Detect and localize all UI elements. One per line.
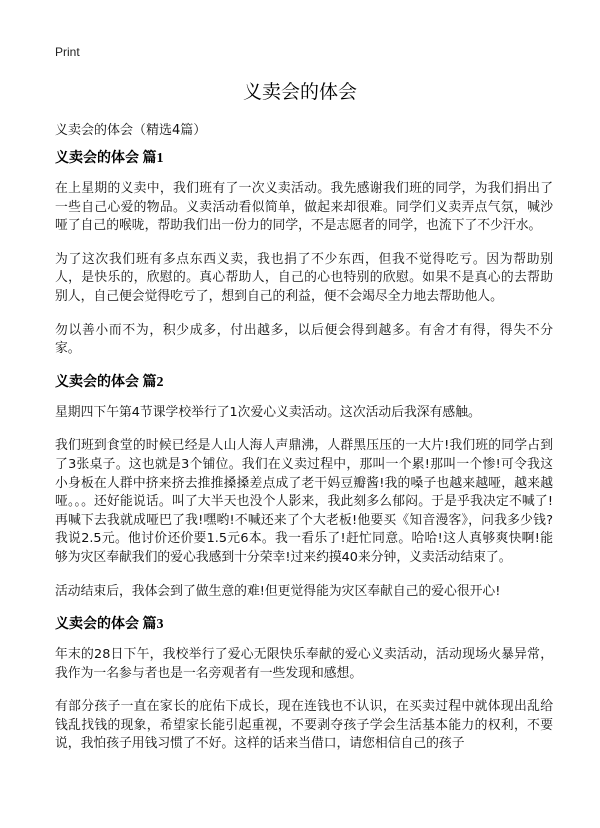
paragraph: 在上星期的义卖中，我们班有了一次义卖活动。我先感谢我们班的同学，为我们捐出了一些自己心爱的物品。义卖活动看似简单，做起来却很难。同学们义卖弄点气氛，喊沙哑了自己的喉咙，帮助我们出一份力的同学，不是志愿者的同学，也流下了不少汗水。: [55, 181, 553, 234]
paragraph: 星期四下午第4节课学校举行了1次爱心义卖活动。这次活动后我深有感触。: [55, 404, 481, 420]
paragraph: 我们班到食堂的时候已经是人山人海人声鼎沸，人群黑压压的一大片!我们班的同学占到了3张桌子。这也就是3个铺位。我们在义卖过程中，那叫一个累!那叫一个惨!可令我这小身板在人群中挤来挤去推推搡搡差点成了老干妈豆瓣酱!我的嗓子也越来越哑，越来越哑。。。还好能说话。叫了大半天也没个人影来，我此刻多么郁闷。于是乎我决定不喊了!再喊下去我就成哑巴了我!嘿哟!不喊还来了个大老板!他要买《知音漫客》，问我多少钱?我说2.5元。他讨价还价要1.5元6本。我一看乐了!赶忙同意。哈哈!这人真够爽快啊!能够为灾区奉献我们的爱心我感到十分荣幸!过来约摸40来分钟，义卖活动结束了。: [55, 438, 553, 565]
print-link[interactable]: Print: [55, 45, 80, 59]
section-heading: 义卖会的体会 篇3: [55, 617, 164, 633]
essay-section-2: [55, 374, 553, 601]
paragraph: 勿以善小而不为，积少成多，付出越多，以后便会得到越多。有舍才有得，得失不分家。: [55, 322, 553, 357]
essay-section-1: [55, 150, 553, 359]
section-heading: 义卖会的体会 篇1: [55, 151, 164, 166]
document-body: [55, 150, 553, 769]
page-title: 义卖会的体会: [242, 81, 357, 103]
document-subtitle: 义卖会的体会（精选4篇）: [55, 123, 207, 138]
paragraph: 有部分孩子一直在家长的庇佑下成长，现在连钱也不认识，在买卖过程中就体现出乱给钱乱找钱的现象，希望家长能引起重视，不要剥夺孩子学会生活基本能力的权利，不要说，我怕孩子用钱习惯了不好。这样的话来当借口，请您相信自己的孩子: [55, 699, 553, 752]
section-heading: 义卖会的体会 篇2: [55, 374, 164, 390]
paragraph: 活动结束后，我体会到了做生意的难!但更觉得能为灾区奉献自己的爱心很开心!: [55, 583, 501, 599]
paragraph: 为了这次我们班有多点东西义卖，我也捐了不少东西，但我不觉得吃亏。因为帮助别人，是快乐的，欣慰的。真心帮助人，自己的心也特别的欣慰。如果不是真心的去帮助别人，自己便会觉得吃亏了，想到自己的利益，便不会竭尽全力地去帮助他人。: [55, 251, 553, 304]
essay-section-3: [55, 616, 553, 754]
paragraph: 年末的28日下午，我校举行了爱心无限快乐奉献的爱心义卖活动，活动现场火暴异常，我作为一名参与者也是一名旁观者有一些发现和感想。: [55, 647, 553, 681]
